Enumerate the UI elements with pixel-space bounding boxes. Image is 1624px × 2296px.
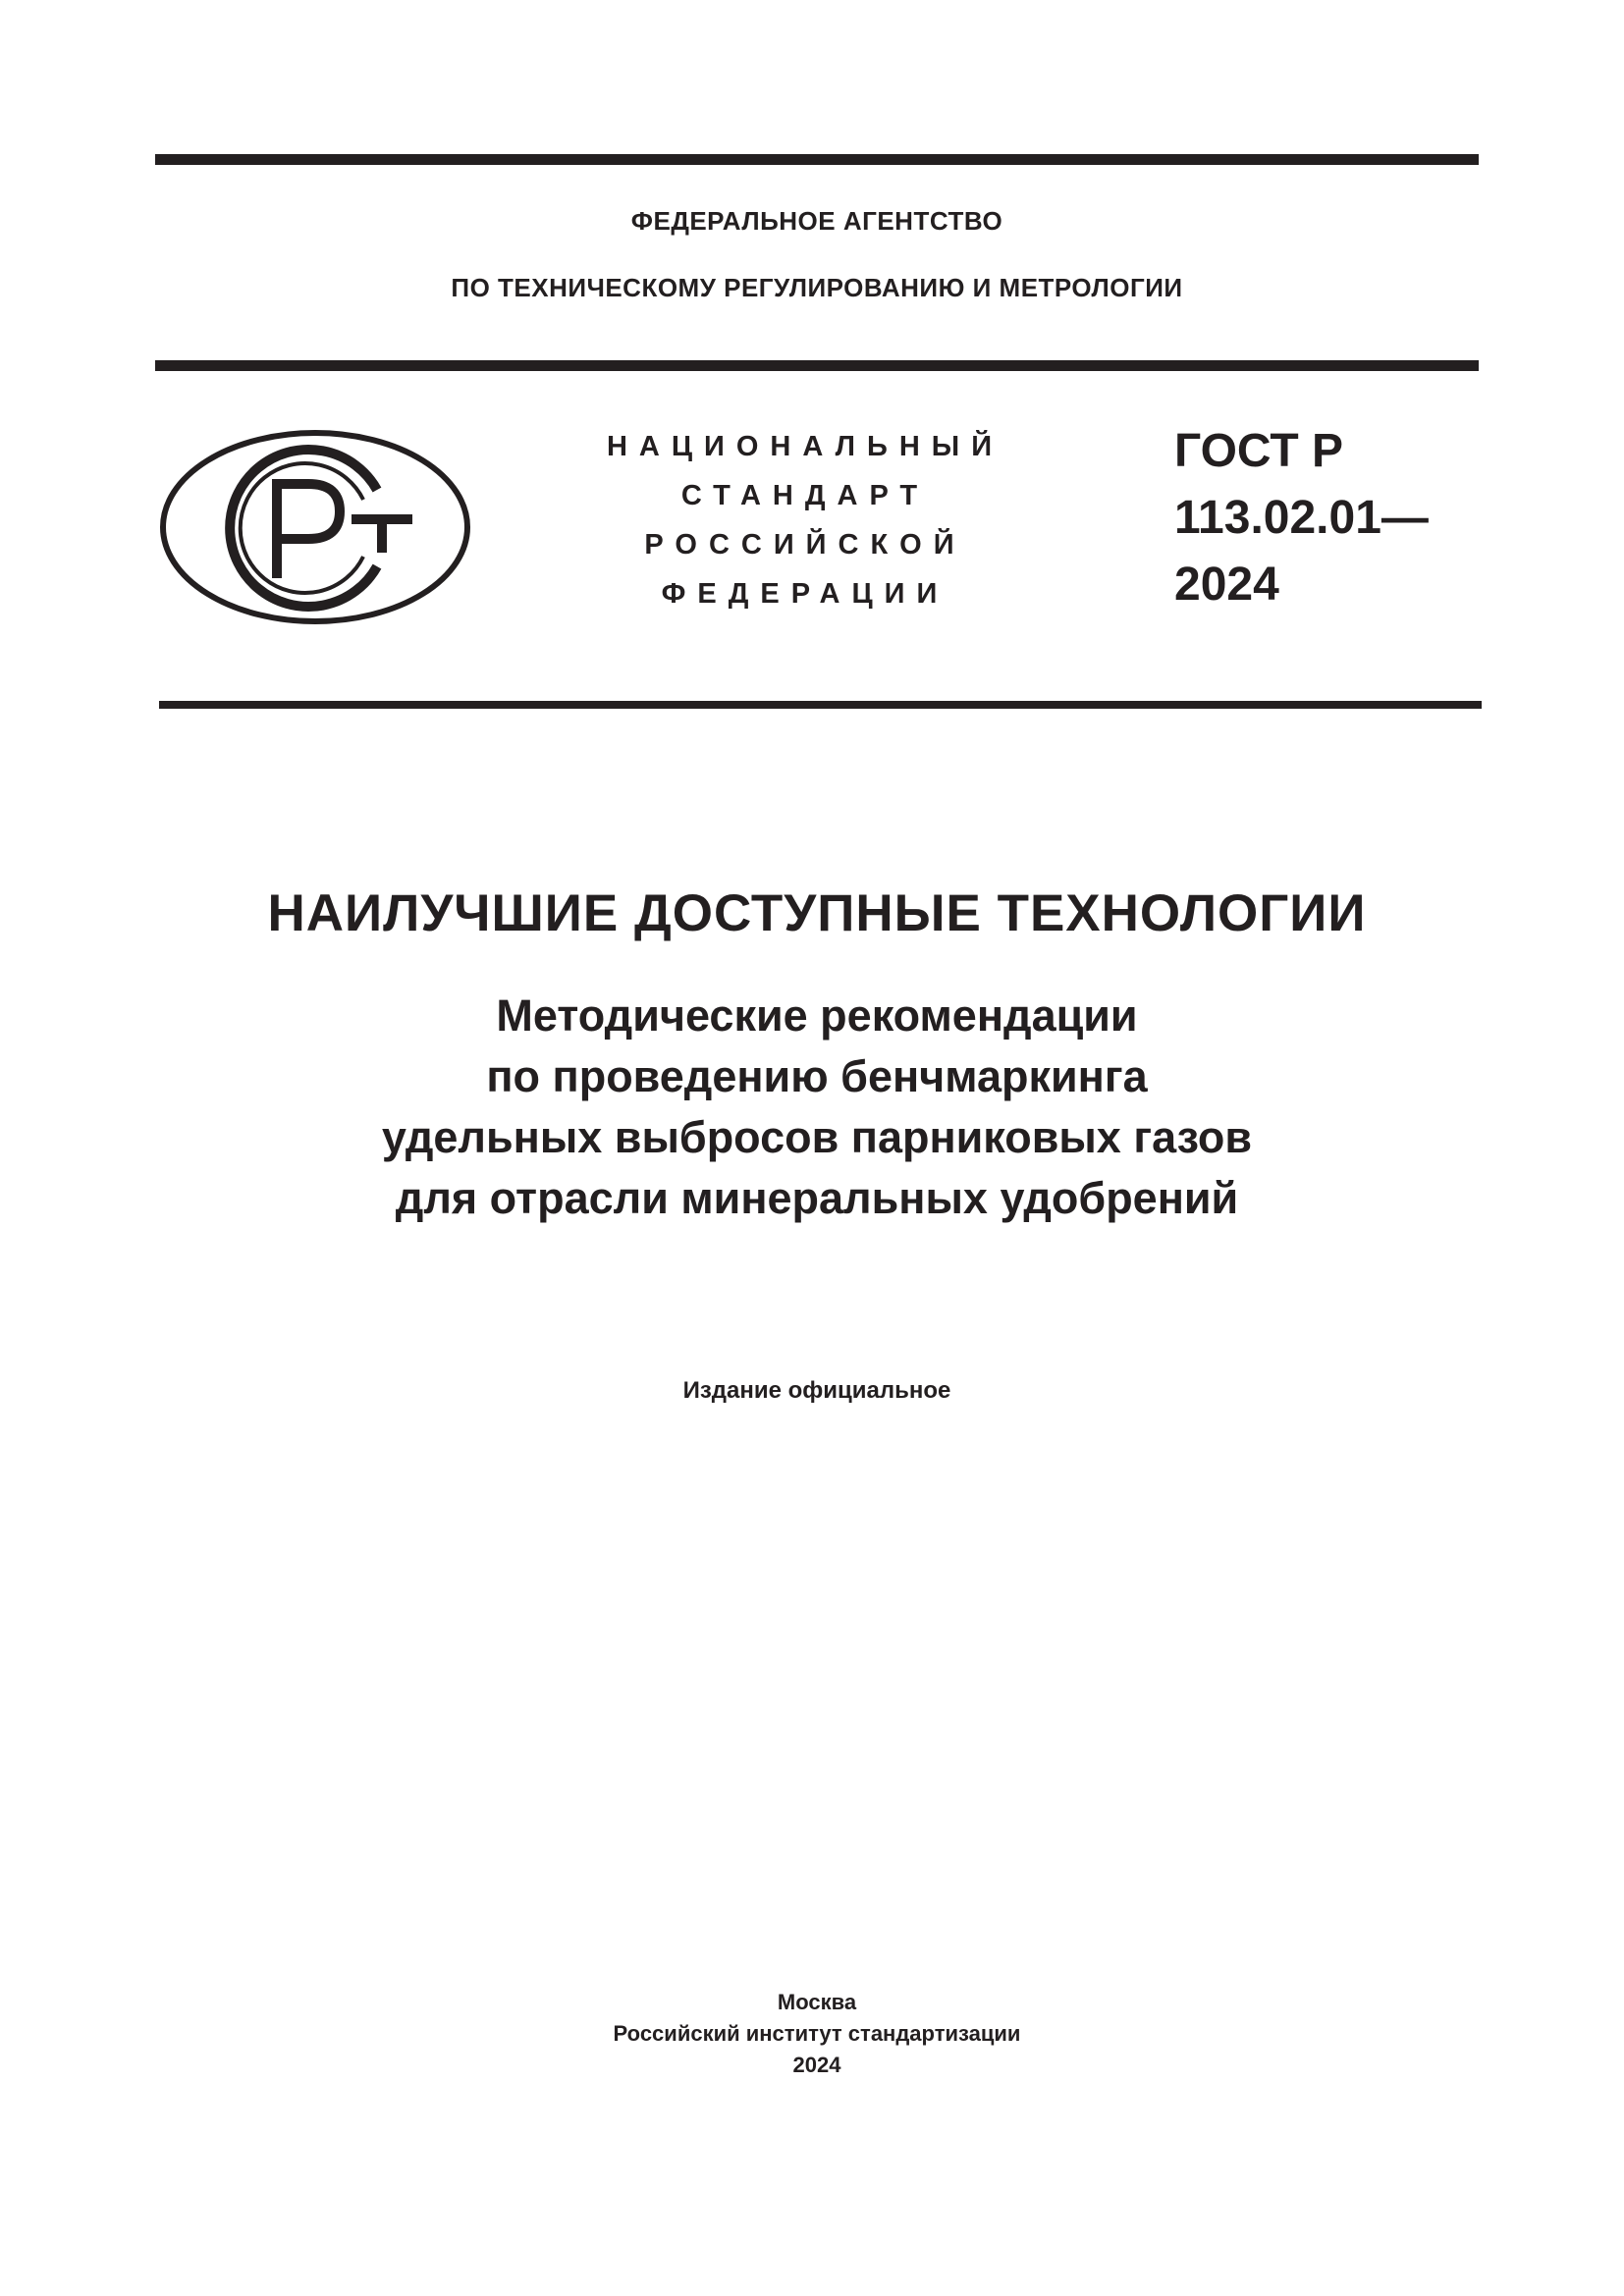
subtitle-line-1: Методические рекомендации (496, 990, 1138, 1041)
imprint-publisher: Российский институт стандартизации (613, 2021, 1021, 2046)
edition-note: Издание официальное (682, 1377, 951, 1404)
designation-line-1: ГОСТ Р (1174, 425, 1344, 477)
rst-logo-icon (159, 429, 471, 625)
logo-letter-p (277, 484, 340, 578)
standard-designation (1174, 418, 1429, 618)
logo-letter-c (230, 450, 377, 607)
imprint-year: 2024 (792, 2053, 841, 2077)
imprint-city: Москва (777, 1990, 857, 2014)
national-standard-line-4: ФЕДЕРАЦИИ (661, 578, 949, 610)
logo-letter-t (352, 519, 412, 553)
subtitle-line-3: удельных выбросов парниковых газов (381, 1112, 1253, 1162)
designation-line-3: 2024 (1174, 559, 1279, 611)
top-rule (155, 154, 1479, 165)
subtitle-line-2: по проведению бенчмаркинга (486, 1051, 1148, 1101)
imprint (155, 1987, 1479, 2081)
agency-name-line-2: ПО ТЕХНИЧЕСКОМУ РЕГУЛИРОВАНИЮ И МЕТРОЛОГИИ (451, 273, 1183, 302)
document-subtitle (155, 986, 1479, 1229)
document-title: НАИЛУЧШИЕ ДОСТУПНЫЕ ТЕХНОЛОГИИ (267, 884, 1367, 942)
masthead-bottom-rule (159, 701, 1482, 709)
designation-line-2: 113.02.01— (1174, 492, 1429, 544)
header-divider-rule (155, 360, 1479, 371)
national-standard-line-3: РОССИЙСКОЙ (644, 529, 966, 561)
national-standard-label (550, 422, 1060, 618)
agency-name-line-1: ФЕДЕРАЛЬНОЕ АГЕНТСТВО (630, 206, 1003, 236)
national-standard-line-2: СТАНДАРТ (680, 480, 930, 511)
national-standard-line-1: НАЦИОНАЛЬНЫЙ (606, 431, 1004, 462)
subtitle-line-4: для отрасли минеральных удобрений (395, 1173, 1239, 1223)
